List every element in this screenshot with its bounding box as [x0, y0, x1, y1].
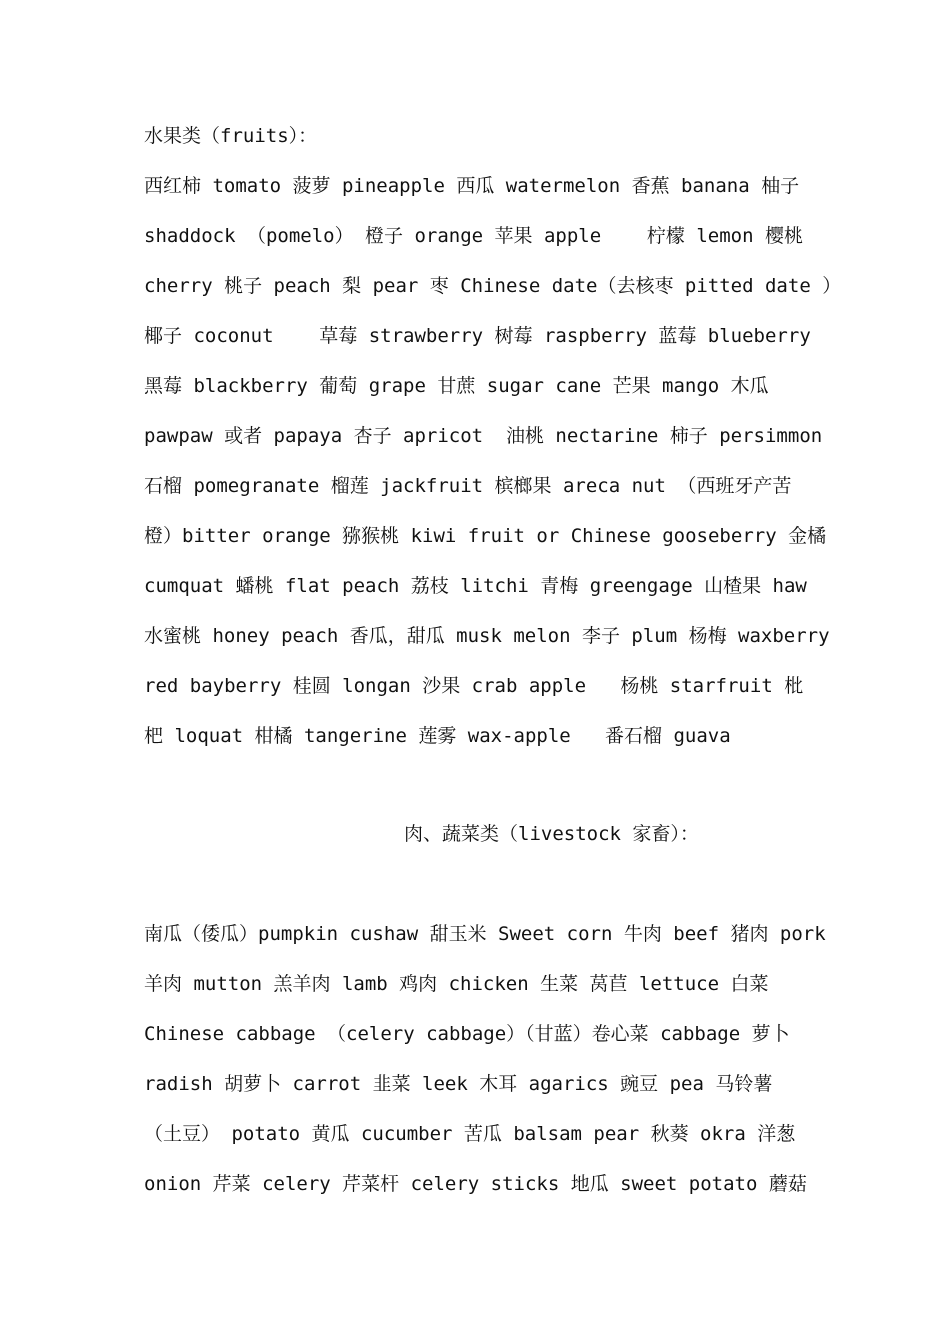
meat-vegetables-line: 南瓜（倭瓜）pumpkin cushaw 甜玉米 Sweet corn 牛肉 beef 猪肉 pork [144, 923, 826, 945]
fruits-line: 水蜜桃 honey peach 香瓜，甜瓜 musk melon 李子 plum 杨梅 waxberry [144, 625, 830, 647]
fruits-line: pawpaw 或者 papaya 杏子 apricot 油桃 nectarine 柿子 persimmon [144, 425, 823, 447]
meat-vegetables-line: Chinese cabbage （celery cabbage）（甘蓝）卷心菜 cabbage 萝卜 [144, 1023, 790, 1045]
meat-vegetables-heading: 肉、蔬菜类（livestock 家畜）： [404, 823, 699, 845]
fruits-line: 椰子 coconut 草莓 strawberry 树莓 raspberry 蓝莓 blueberry [144, 325, 811, 347]
fruits-line: red bayberry 桂圆 longan 沙果 crab apple 杨桃 starfruit 枇 [144, 675, 804, 697]
meat-vegetables-line: onion 芹菜 celery 芹菜杆 celery sticks 地瓜 sweet potato 蘑菇 [144, 1173, 807, 1195]
meat-vegetables-line: 羊肉 mutton 羔羊肉 lamb 鸡肉 chicken 生菜 莴苣 lettuce 白菜 [144, 973, 769, 995]
fruits-line: 西红柿 tomato 菠萝 pineapple 西瓜 watermelon 香蕉 banana 柚子 [144, 175, 800, 197]
fruits-line: cumquat 蟠桃 flat peach 荔枝 litchi 青梅 greengage 山楂果 haw [144, 575, 807, 597]
fruits-line: 黑莓 blackberry 葡萄 grape 甘蔗 sugar cane 芒果 mango 木瓜 [144, 375, 769, 397]
fruits-line: cherry 桃子 peach 梨 pear 枣 Chinese date（去核枣 pitted date ） [144, 275, 842, 297]
meat-vegetables-line: （土豆） potato 黄瓜 cucumber 苦瓜 balsam pear 秋葵 okra 洋葱 [144, 1123, 796, 1145]
meat-vegetables-line: radish 胡萝卜 carrot 韭菜 leek 木耳 agarics 豌豆 pea 马铃薯 [144, 1073, 773, 1095]
fruits-line: 杷 loquat 柑橘 tangerine 莲雾 wax-apple 番石榴 guava [144, 725, 731, 747]
fruits-line: shaddock （pomelo） 橙子 orange 苹果 apple 柠檬 lemon 樱桃 [144, 225, 803, 247]
fruits-heading: 水果类（fruits）： [144, 125, 318, 147]
fruits-line: 橙）bitter orange 猕猴桃 kiwi fruit or Chinese gooseberry 金橘 [144, 525, 827, 547]
fruits-line: 石榴 pomegranate 榴莲 jackfruit 槟榔果 areca nut （西班牙产苦 [144, 475, 792, 497]
